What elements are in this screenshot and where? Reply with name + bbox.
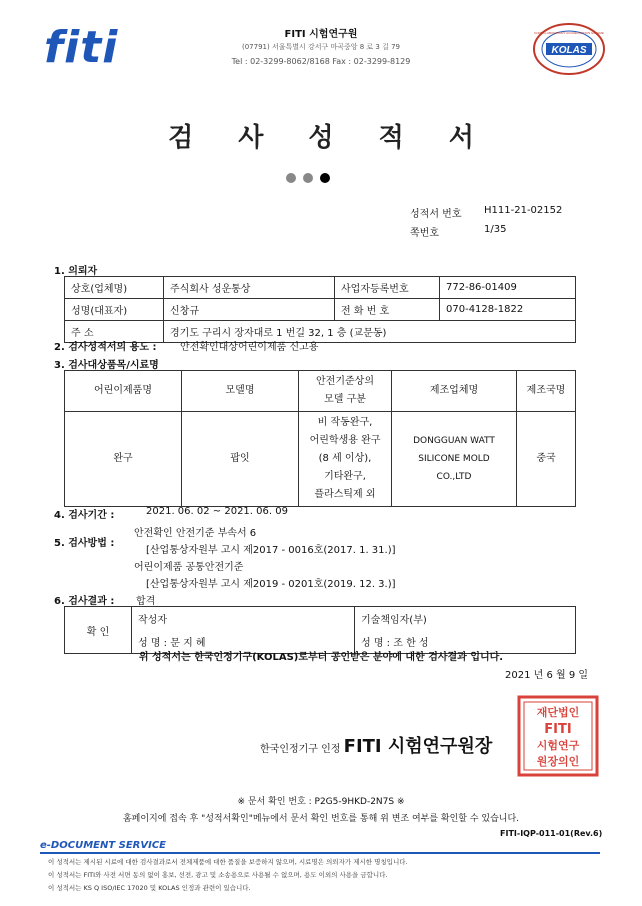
org-tel-fax: Tel : 02-3299-8062/8168 Fax : 02-3299-8129: [231, 57, 411, 66]
seal-text: FITI: [544, 722, 572, 737]
confirm-label: 확 인: [65, 607, 132, 654]
org-name: FITI 시험연구원: [284, 29, 358, 40]
client-table: [64, 276, 576, 343]
client-row: [65, 299, 576, 321]
footer-note: 이 성적서는 KS Q ISO/IEC 17020 및 KOLAS 인정과 관련이 있습니다.: [48, 884, 251, 892]
sample-table: [64, 370, 576, 507]
approver-title: 기술책임자(부): [355, 607, 576, 631]
confirm-table: [64, 606, 576, 654]
official-seal: [516, 694, 600, 778]
fiti-logo: fiti: [44, 22, 119, 73]
client-row: [65, 277, 576, 299]
form-number: FITI-IQP-011-01(Rev.6): [500, 829, 603, 838]
title-dots: [286, 168, 337, 187]
report-no-label: 성적서 번호: [410, 209, 462, 220]
sample-header-row: [65, 371, 576, 412]
verify-instruction: 홈페이지에 접속 후 "성적서확인"메뉴에서 문서 확인 번호를 통해 위 변조 여부를 확인할 수 있습니다.: [122, 814, 520, 824]
issuer: [260, 732, 492, 758]
report-no: H111-21-02152: [484, 205, 563, 216]
col-country: 제조국명: [517, 371, 576, 412]
approver-name: 성 명 : 조 한 성: [355, 630, 576, 654]
footer-note: 이 성적서는 제시된 시료에 대한 검사결과로서 전체제품에 대한 품질을 보증하지 않으며, 시료명은 의뢰자가 제시한 명칭입니다.: [48, 858, 408, 866]
address-label: 주 소: [65, 321, 164, 343]
section6-heading: 6. 검사결과 :: [54, 596, 115, 607]
rep-label: 성명(대표자): [65, 299, 164, 321]
purpose-value: 안전확인대상어린이제품 신고용: [180, 342, 319, 353]
edoc-label: e-DOCUMENT SERVICE: [40, 840, 167, 851]
col-product-name: 어린이제품명: [65, 371, 182, 412]
rep-value: 신창규: [164, 299, 335, 321]
sample-row: [65, 412, 576, 507]
col-model: 모델명: [182, 371, 299, 412]
author-name: 성 명 : 문 지 혜: [132, 630, 355, 654]
kolas-logo: [532, 22, 606, 76]
safety-class: 비 작동완구, 어린학생용 완구 (8 세 이상), 기타완구, 플라스틱제 외: [299, 412, 392, 507]
country: 중국: [517, 412, 576, 507]
edoc-divider: [40, 852, 600, 854]
bizno-label: 사업자등록번호: [335, 277, 440, 299]
phone-value: 070-4128-1822: [440, 299, 576, 321]
col-manufacturer: 제조업체명: [392, 371, 517, 412]
manufacturer: DONGGUAN WATT SILICONE MOLD CO.,LTD: [392, 412, 517, 507]
issue-date: 2021 년 6 월 9 일: [505, 670, 589, 681]
seal-text: 시험연구: [536, 739, 580, 752]
model: 팝잇: [182, 412, 299, 507]
section2-heading: 2. 검사성적서의 용도 :: [54, 342, 157, 353]
col-safety-class: 안전기준상의 모델 구분: [299, 371, 392, 412]
method-line: [산업통상자원부 고시 제2019 - 0201호(2019. 12. 3.)]: [146, 579, 396, 590]
issuer-prefix: 한국인정기구 인정: [260, 744, 341, 755]
document-title: 검 사 성 적 서: [168, 123, 492, 153]
org-address: (07791) 서울특별시 강서구 마곡중앙 8 로 3 길 79: [241, 43, 400, 51]
method-line: 어린이제품 공통안전기준: [134, 562, 244, 573]
method-line: 안전확인 안전기준 부속서 6: [134, 528, 257, 539]
kolas-text: KOLAS: [551, 45, 587, 56]
section3-heading: 3. 검사대상품목/시료명: [54, 360, 159, 371]
method-line: [산업통상자원부 고시 제2017 - 0016호(2017. 1. 31.)]: [146, 545, 396, 556]
result-value: 합격: [136, 596, 156, 607]
kolas-notice: 위 성적서는 한국인정기구(KOLAS)로부터 공인받은 분야에 대한 검사결과 입니다.: [138, 652, 504, 663]
company-value: 주식회사 성운통상: [164, 277, 335, 299]
footer-note: 이 성적서는 FITI와 사전 서면 동의 없이 홍보, 선전, 광고 및 소송용으로 사용될 수 없으며, 용도 이외의 사용을 금합니다.: [48, 871, 388, 879]
seal-text: 재단법인: [536, 706, 580, 719]
company-label: 상호(업체명): [65, 277, 164, 299]
author-title: 작성자: [132, 607, 355, 631]
verify-code: ※ 문서 확인 번호 : P2G5-9HKD-2N7S ※: [237, 797, 405, 807]
bizno-value: 772-86-01409: [440, 277, 576, 299]
page-number: 1/35: [484, 224, 507, 235]
section4-heading: 4. 검사기간 :: [54, 510, 115, 521]
seal-text: 원장의인: [536, 755, 580, 768]
issuer-name: FITI 시험연구원장: [343, 736, 493, 757]
section5-heading: 5. 검사방법 :: [54, 538, 115, 549]
kolas-ring-text: KOREA LABORATORY ACCREDITATION SCHEME: [534, 31, 604, 35]
period-value: 2021. 06. 02 ~ 2021. 06. 09: [146, 506, 288, 517]
product-name: 완구: [65, 412, 182, 507]
address-value: 경기도 구리시 장자대로 1 번길 32, 1 층 (교문동): [164, 321, 576, 343]
page-label: 쪽번호: [410, 228, 439, 239]
section1-heading: 1. 의뢰자: [54, 266, 98, 277]
phone-label: 전 화 번 호: [335, 299, 440, 321]
